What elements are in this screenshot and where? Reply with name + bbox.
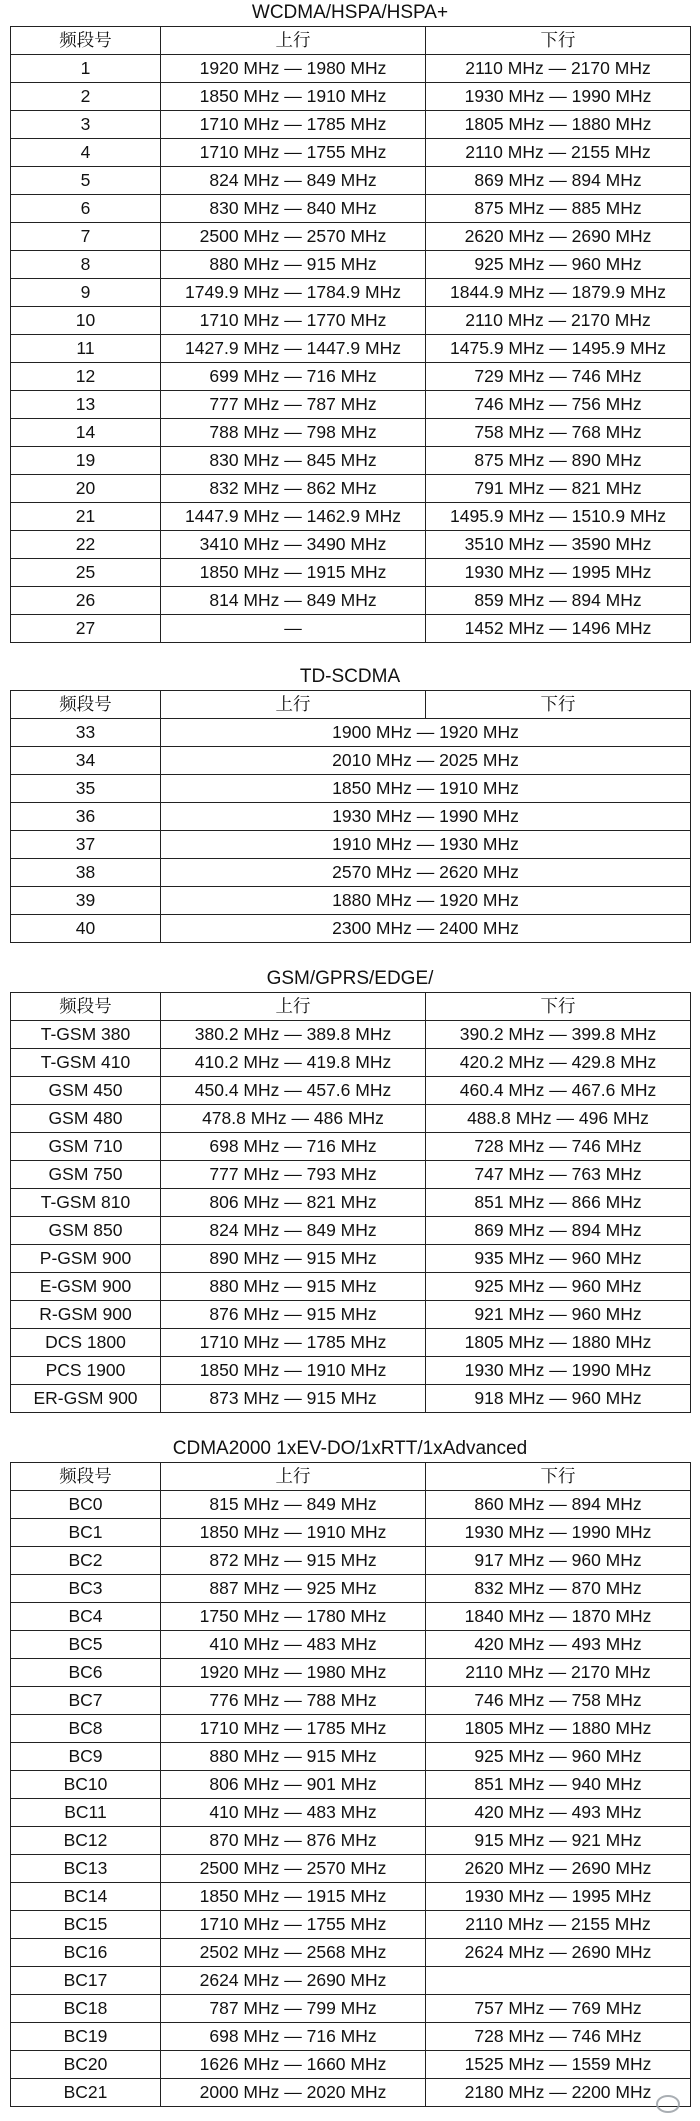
band-cell: BC20 — [11, 2051, 161, 2079]
uplink-header: 上行 — [161, 691, 426, 719]
uplink-cell: 876 MHz — 915 MHz — [161, 1301, 426, 1329]
uplink-cell: 824 MHz — 849 MHz — [161, 1217, 426, 1245]
band-cell: 37 — [11, 831, 161, 859]
uplink-cell: 777 MHz — 787 MHz — [161, 391, 426, 419]
uplink-cell: 2500 MHz — 2570 MHz — [161, 1855, 426, 1883]
downlink-cell: 1805 MHz — 1880 MHz — [426, 1715, 691, 1743]
uplink-cell: 698 MHz — 716 MHz — [161, 2023, 426, 2051]
table-row — [11, 251, 691, 279]
uplink-cell: 2624 MHz — 2690 MHz — [161, 1967, 426, 1995]
uplink-cell: 880 MHz — 915 MHz — [161, 1743, 426, 1771]
table-row — [11, 1547, 691, 1575]
downlink-cell — [426, 1967, 691, 1995]
uplink-cell: 3410 MHz — 3490 MHz — [161, 531, 426, 559]
uplink-cell: 698 MHz — 716 MHz — [161, 1133, 426, 1161]
uplink-cell: 1850 MHz — 1910 MHz — [161, 83, 426, 111]
downlink-cell: 917 MHz — 960 MHz — [426, 1547, 691, 1575]
band-cell: BC1 — [11, 1519, 161, 1547]
downlink-cell: 1930 MHz — 1990 MHz — [426, 1357, 691, 1385]
uplink-header: 上行 — [161, 1463, 426, 1491]
uplink-cell: 1850 MHz — 1915 MHz — [161, 1883, 426, 1911]
uplink-cell: 824 MHz — 849 MHz — [161, 167, 426, 195]
table-row — [11, 307, 691, 335]
downlink-header: 下行 — [426, 27, 691, 55]
band-cell: 27 — [11, 615, 161, 643]
uplink-cell: 777 MHz — 793 MHz — [161, 1161, 426, 1189]
band-cell: BC14 — [11, 1883, 161, 1911]
band-cell: 10 — [11, 307, 161, 335]
table-row — [11, 2023, 691, 2051]
band-header: 频段号 — [11, 691, 161, 719]
downlink-cell: 2110 MHz — 2155 MHz — [426, 1911, 691, 1939]
band-cell: BC8 — [11, 1715, 161, 1743]
uplink-cell: 1750 MHz — 1780 MHz — [161, 1603, 426, 1631]
frequency-cell: 1880 MHz — 1920 MHz — [161, 887, 691, 915]
uplink-cell: 1850 MHz — 1915 MHz — [161, 559, 426, 587]
downlink-cell: 1525 MHz — 1559 MHz — [426, 2051, 691, 2079]
band-cell: 12 — [11, 363, 161, 391]
band-cell: BC9 — [11, 1743, 161, 1771]
band-cell: 7 — [11, 223, 161, 251]
uplink-cell: 873 MHz — 915 MHz — [161, 1385, 426, 1413]
downlink-cell: 925 MHz — 960 MHz — [426, 1273, 691, 1301]
downlink-cell: 746 MHz — 756 MHz — [426, 391, 691, 419]
downlink-cell: 832 MHz — 870 MHz — [426, 1575, 691, 1603]
table-row — [11, 1855, 691, 1883]
gsm-section — [10, 966, 690, 1413]
table-row — [11, 1827, 691, 1855]
table-row — [11, 1189, 691, 1217]
band-cell: 1 — [11, 55, 161, 83]
table-row — [11, 1967, 691, 1995]
uplink-cell: 1850 MHz — 1910 MHz — [161, 1357, 426, 1385]
table-row — [11, 111, 691, 139]
table-row — [11, 587, 691, 615]
downlink-cell: 1930 MHz — 1990 MHz — [426, 83, 691, 111]
frequency-cell: 1900 MHz — 1920 MHz — [161, 719, 691, 747]
downlink-cell: 1844.9 MHz — 1879.9 MHz — [426, 279, 691, 307]
band-cell: BC7 — [11, 1687, 161, 1715]
watermark — [656, 2095, 686, 2113]
table-header-row — [11, 993, 691, 1021]
frequency-cell: 1910 MHz — 1930 MHz — [161, 831, 691, 859]
downlink-cell: 747 MHz — 763 MHz — [426, 1161, 691, 1189]
band-cell: 3 — [11, 111, 161, 139]
frequency-cell: 1850 MHz — 1910 MHz — [161, 775, 691, 803]
table-row — [11, 1603, 691, 1631]
table-row — [11, 775, 691, 803]
downlink-cell: 1475.9 MHz — 1495.9 MHz — [426, 335, 691, 363]
table-row — [11, 1911, 691, 1939]
downlink-cell: 1452 MHz — 1496 MHz — [426, 615, 691, 643]
band-cell: 4 — [11, 139, 161, 167]
band-cell: 9 — [11, 279, 161, 307]
table-row — [11, 615, 691, 643]
table-row — [11, 1715, 691, 1743]
frequency-cell: 1930 MHz — 1990 MHz — [161, 803, 691, 831]
uplink-cell: 1710 MHz — 1755 MHz — [161, 139, 426, 167]
band-cell: 38 — [11, 859, 161, 887]
table-row — [11, 1245, 691, 1273]
downlink-cell: 921 MHz — 960 MHz — [426, 1301, 691, 1329]
wcdma-section — [10, 0, 690, 643]
uplink-cell: 1749.9 MHz — 1784.9 MHz — [161, 279, 426, 307]
uplink-cell: 1850 MHz — 1910 MHz — [161, 1519, 426, 1547]
uplink-cell: 380.2 MHz — 389.8 MHz — [161, 1021, 426, 1049]
table-row — [11, 1743, 691, 1771]
downlink-cell: 420 MHz — 493 MHz — [426, 1631, 691, 1659]
uplink-cell: 1447.9 MHz — 1462.9 MHz — [161, 503, 426, 531]
band-cell: 34 — [11, 747, 161, 775]
band-cell: BC21 — [11, 2079, 161, 2107]
band-cell: BC11 — [11, 1799, 161, 1827]
uplink-cell: 1626 MHz — 1660 MHz — [161, 2051, 426, 2079]
downlink-cell: 851 MHz — 940 MHz — [426, 1771, 691, 1799]
table-row — [11, 747, 691, 775]
downlink-cell: 390.2 MHz — 399.8 MHz — [426, 1021, 691, 1049]
table-row — [11, 55, 691, 83]
downlink-cell: 869 MHz — 894 MHz — [426, 167, 691, 195]
downlink-cell: 925 MHz — 960 MHz — [426, 1743, 691, 1771]
downlink-cell: 875 MHz — 885 MHz — [426, 195, 691, 223]
table-row — [11, 531, 691, 559]
table-row — [11, 419, 691, 447]
band-cell: GSM 750 — [11, 1161, 161, 1189]
band-cell: BC15 — [11, 1911, 161, 1939]
uplink-cell: 806 MHz — 901 MHz — [161, 1771, 426, 1799]
band-cell: 33 — [11, 719, 161, 747]
band-cell: BC2 — [11, 1547, 161, 1575]
downlink-cell: 420.2 MHz — 429.8 MHz — [426, 1049, 691, 1077]
band-cell: 36 — [11, 803, 161, 831]
downlink-cell: 859 MHz — 894 MHz — [426, 587, 691, 615]
uplink-cell: 1920 MHz — 1980 MHz — [161, 1659, 426, 1687]
table-row — [11, 1995, 691, 2023]
wechat-icon — [656, 2095, 680, 2113]
downlink-cell: 935 MHz — 960 MHz — [426, 1245, 691, 1273]
table-row — [11, 391, 691, 419]
table-row — [11, 1575, 691, 1603]
band-cell: BC0 — [11, 1491, 161, 1519]
downlink-cell: 851 MHz — 866 MHz — [426, 1189, 691, 1217]
downlink-cell: 420 MHz — 493 MHz — [426, 1799, 691, 1827]
table-row — [11, 803, 691, 831]
table-header-row — [11, 27, 691, 55]
downlink-cell: 460.4 MHz — 467.6 MHz — [426, 1077, 691, 1105]
uplink-cell: 410.2 MHz — 419.8 MHz — [161, 1049, 426, 1077]
frequency-cell: 2010 MHz — 2025 MHz — [161, 747, 691, 775]
uplink-cell: 872 MHz — 915 MHz — [161, 1547, 426, 1575]
frequency-cell: 2570 MHz — 2620 MHz — [161, 859, 691, 887]
table-row — [11, 1631, 691, 1659]
downlink-header: 下行 — [426, 1463, 691, 1491]
uplink-cell: 410 MHz — 483 MHz — [161, 1799, 426, 1827]
band-cell: GSM 450 — [11, 1077, 161, 1105]
uplink-cell: 2500 MHz — 2570 MHz — [161, 223, 426, 251]
tdscdma-title: TD-SCDMA — [299, 666, 401, 687]
uplink-cell: 2000 MHz — 2020 MHz — [161, 2079, 426, 2107]
band-cell: 40 — [11, 915, 161, 943]
gsm-body — [11, 1021, 691, 1413]
uplink-cell: 870 MHz — 876 MHz — [161, 1827, 426, 1855]
wcdma-table — [10, 26, 691, 643]
uplink-cell: — — [161, 615, 426, 643]
downlink-cell: 791 MHz — 821 MHz — [426, 475, 691, 503]
band-cell: 14 — [11, 419, 161, 447]
uplink-cell: 699 MHz — 716 MHz — [161, 363, 426, 391]
band-cell: BC10 — [11, 1771, 161, 1799]
cdma-title: CDMA2000 1xEV-DO/1xRTT/1xAdvanced — [172, 1438, 528, 1459]
table-row — [11, 1329, 691, 1357]
uplink-header: 上行 — [161, 993, 426, 1021]
uplink-cell: 832 MHz — 862 MHz — [161, 475, 426, 503]
tdscdma-body — [11, 719, 691, 943]
downlink-cell: 1805 MHz — 1880 MHz — [426, 1329, 691, 1357]
downlink-header: 下行 — [426, 691, 691, 719]
band-cell: 8 — [11, 251, 161, 279]
band-cell: 25 — [11, 559, 161, 587]
downlink-cell: 2110 MHz — 2170 MHz — [426, 1659, 691, 1687]
table-row — [11, 139, 691, 167]
table-row — [11, 1659, 691, 1687]
downlink-cell: 925 MHz — 960 MHz — [426, 251, 691, 279]
band-cell: 5 — [11, 167, 161, 195]
downlink-cell: 746 MHz — 758 MHz — [426, 1687, 691, 1715]
band-cell: GSM 480 — [11, 1105, 161, 1133]
table-row — [11, 1883, 691, 1911]
downlink-cell: 2624 MHz — 2690 MHz — [426, 1939, 691, 1967]
uplink-cell: 788 MHz — 798 MHz — [161, 419, 426, 447]
downlink-cell: 2110 MHz — 2155 MHz — [426, 139, 691, 167]
table-row — [11, 1491, 691, 1519]
band-cell: BC19 — [11, 2023, 161, 2051]
table-row — [11, 335, 691, 363]
band-cell: E-GSM 900 — [11, 1273, 161, 1301]
downlink-cell: 918 MHz — 960 MHz — [426, 1385, 691, 1413]
band-cell: BC18 — [11, 1995, 161, 2023]
table-row — [11, 1799, 691, 1827]
band-cell: BC4 — [11, 1603, 161, 1631]
table-row — [11, 223, 691, 251]
table-row — [11, 279, 691, 307]
band-header: 频段号 — [11, 1463, 161, 1491]
table-row — [11, 1687, 691, 1715]
downlink-cell: 1930 MHz — 1995 MHz — [426, 559, 691, 587]
downlink-cell: 1495.9 MHz — 1510.9 MHz — [426, 503, 691, 531]
band-cell: 2 — [11, 83, 161, 111]
downlink-cell: 758 MHz — 768 MHz — [426, 419, 691, 447]
uplink-cell: 410 MHz — 483 MHz — [161, 1631, 426, 1659]
table-row — [11, 831, 691, 859]
uplink-cell: 1710 MHz — 1785 MHz — [161, 111, 426, 139]
band-cell: 22 — [11, 531, 161, 559]
table-row — [11, 1301, 691, 1329]
table-row — [11, 1161, 691, 1189]
table-row — [11, 2051, 691, 2079]
band-cell: GSM 710 — [11, 1133, 161, 1161]
uplink-cell: 450.4 MHz — 457.6 MHz — [161, 1077, 426, 1105]
band-cell: 13 — [11, 391, 161, 419]
band-cell: 6 — [11, 195, 161, 223]
table-row — [11, 1021, 691, 1049]
table-row — [11, 447, 691, 475]
downlink-cell: 2110 MHz — 2170 MHz — [426, 55, 691, 83]
downlink-cell: 869 MHz — 894 MHz — [426, 1217, 691, 1245]
band-header: 频段号 — [11, 993, 161, 1021]
band-cell: T-GSM 410 — [11, 1049, 161, 1077]
uplink-cell: 776 MHz — 788 MHz — [161, 1687, 426, 1715]
table-row — [11, 2079, 691, 2107]
tdscdma-section — [10, 664, 690, 943]
uplink-cell: 1710 MHz — 1770 MHz — [161, 307, 426, 335]
band-cell: 19 — [11, 447, 161, 475]
uplink-cell: 1710 MHz — 1755 MHz — [161, 1911, 426, 1939]
table-row — [11, 1357, 691, 1385]
uplink-cell: 815 MHz — 849 MHz — [161, 1491, 426, 1519]
downlink-cell: 2110 MHz — 2170 MHz — [426, 307, 691, 335]
band-cell: BC16 — [11, 1939, 161, 1967]
uplink-cell: 806 MHz — 821 MHz — [161, 1189, 426, 1217]
uplink-cell: 880 MHz — 915 MHz — [161, 1273, 426, 1301]
uplink-cell: 1920 MHz — 1980 MHz — [161, 55, 426, 83]
table-row — [11, 475, 691, 503]
downlink-cell: 3510 MHz — 3590 MHz — [426, 531, 691, 559]
table-row — [11, 503, 691, 531]
downlink-cell: 728 MHz — 746 MHz — [426, 1133, 691, 1161]
frequency-cell: 2300 MHz — 2400 MHz — [161, 915, 691, 943]
uplink-cell: 890 MHz — 915 MHz — [161, 1245, 426, 1273]
band-cell: 21 — [11, 503, 161, 531]
band-cell: P-GSM 900 — [11, 1245, 161, 1273]
band-cell: T-GSM 810 — [11, 1189, 161, 1217]
cdma-table — [10, 1462, 691, 2107]
band-cell: BC3 — [11, 1575, 161, 1603]
gsm-table — [10, 992, 691, 1413]
uplink-cell: 830 MHz — 840 MHz — [161, 195, 426, 223]
uplink-cell: 478.8 MHz — 486 MHz — [161, 1105, 426, 1133]
cdma-body — [11, 1491, 691, 2107]
downlink-cell: 728 MHz — 746 MHz — [426, 2023, 691, 2051]
table-row — [11, 719, 691, 747]
uplink-cell: 2502 MHz — 2568 MHz — [161, 1939, 426, 1967]
band-cell: BC17 — [11, 1967, 161, 1995]
downlink-cell: 860 MHz — 894 MHz — [426, 1491, 691, 1519]
downlink-cell: 1805 MHz — 1880 MHz — [426, 111, 691, 139]
band-cell: BC5 — [11, 1631, 161, 1659]
downlink-cell: 915 MHz — 921 MHz — [426, 1827, 691, 1855]
table-header-row — [11, 1463, 691, 1491]
table-row — [11, 83, 691, 111]
cdma-section — [10, 1436, 690, 2107]
band-cell: BC12 — [11, 1827, 161, 1855]
uplink-cell: 814 MHz — 849 MHz — [161, 587, 426, 615]
wcdma-title: WCDMA/HSPA/HSPA+ — [251, 2, 449, 23]
table-row — [11, 1077, 691, 1105]
table-row — [11, 915, 691, 943]
band-cell: T-GSM 380 — [11, 1021, 161, 1049]
table-row — [11, 859, 691, 887]
uplink-cell: 1710 MHz — 1785 MHz — [161, 1329, 426, 1357]
uplink-cell: 787 MHz — 799 MHz — [161, 1995, 426, 2023]
tdscdma-table — [10, 690, 691, 943]
uplink-cell: 830 MHz — 845 MHz — [161, 447, 426, 475]
table-row — [11, 887, 691, 915]
table-row — [11, 195, 691, 223]
table-row — [11, 559, 691, 587]
gsm-title: GSM/GPRS/EDGE/ — [266, 968, 434, 989]
band-header: 频段号 — [11, 27, 161, 55]
downlink-cell: 875 MHz — 890 MHz — [426, 447, 691, 475]
band-cell: 20 — [11, 475, 161, 503]
downlink-cell: 2620 MHz — 2690 MHz — [426, 223, 691, 251]
table-row — [11, 167, 691, 195]
table-row — [11, 1273, 691, 1301]
table-row — [11, 1939, 691, 1967]
band-cell: DCS 1800 — [11, 1329, 161, 1357]
band-cell: 26 — [11, 587, 161, 615]
uplink-cell: 1427.9 MHz — 1447.9 MHz — [161, 335, 426, 363]
downlink-cell: 757 MHz — 769 MHz — [426, 1995, 691, 2023]
downlink-cell: 2180 MHz — 2200 MHz — [426, 2079, 691, 2107]
band-cell: 39 — [11, 887, 161, 915]
table-row — [11, 363, 691, 391]
table-row — [11, 1771, 691, 1799]
table-row — [11, 1105, 691, 1133]
uplink-cell: 880 MHz — 915 MHz — [161, 251, 426, 279]
table-row — [11, 1133, 691, 1161]
downlink-cell: 1840 MHz — 1870 MHz — [426, 1603, 691, 1631]
band-cell: 11 — [11, 335, 161, 363]
downlink-cell: 1930 MHz — 1995 MHz — [426, 1883, 691, 1911]
band-cell: 35 — [11, 775, 161, 803]
band-cell: R-GSM 900 — [11, 1301, 161, 1329]
downlink-header: 下行 — [426, 993, 691, 1021]
band-cell: PCS 1900 — [11, 1357, 161, 1385]
band-cell: BC6 — [11, 1659, 161, 1687]
table-row — [11, 1049, 691, 1077]
downlink-cell: 729 MHz — 746 MHz — [426, 363, 691, 391]
uplink-cell: 887 MHz — 925 MHz — [161, 1575, 426, 1603]
band-cell: GSM 850 — [11, 1217, 161, 1245]
band-cell: ER-GSM 900 — [11, 1385, 161, 1413]
table-row — [11, 1217, 691, 1245]
table-row — [11, 1385, 691, 1413]
downlink-cell: 1930 MHz — 1990 MHz — [426, 1519, 691, 1547]
downlink-cell: 488.8 MHz — 496 MHz — [426, 1105, 691, 1133]
table-header-row — [11, 691, 691, 719]
wcdma-body — [11, 55, 691, 643]
uplink-header: 上行 — [161, 27, 426, 55]
band-cell: BC13 — [11, 1855, 161, 1883]
table-row — [11, 1519, 691, 1547]
downlink-cell: 2620 MHz — 2690 MHz — [426, 1855, 691, 1883]
uplink-cell: 1710 MHz — 1785 MHz — [161, 1715, 426, 1743]
